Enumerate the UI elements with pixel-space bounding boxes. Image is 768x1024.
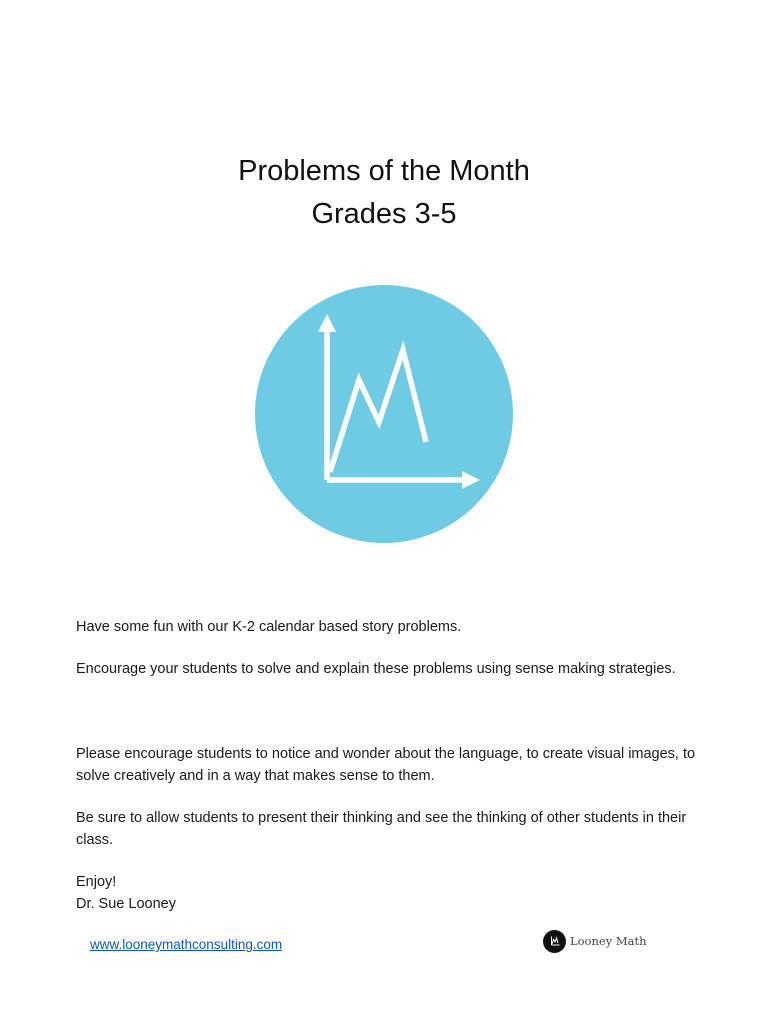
line-graph-icon	[254, 280, 514, 548]
brand-name: Looney Math	[570, 934, 647, 948]
notice-wonder-paragraph: Please encourage students to notice and wonder about the language, to create visual images, to solve creatively and in a way that makes sense to them.	[76, 746, 696, 784]
brand-mark	[543, 927, 647, 955]
signoff-author: Dr. Sue Looney	[76, 895, 176, 912]
graph-logo	[254, 280, 514, 548]
present-thinking-paragraph: Be sure to allow students to present their thinking and see the thinking of other students in their class.	[76, 810, 687, 848]
website-link[interactable]: www.looneymathconsulting.com	[90, 937, 283, 952]
signoff-greeting: Enjoy!	[76, 874, 117, 890]
title-line-1: Problems of the Month	[238, 155, 530, 187]
intro-paragraph: Have some fun with our K-2 calendar based story problems.	[76, 619, 462, 635]
brand-logo-icon	[543, 930, 566, 953]
page-title	[0, 150, 768, 236]
signoff	[76, 872, 696, 915]
encourage-paragraph: Encourage your students to solve and explain these problems using sense making strategies.	[76, 661, 676, 677]
title-line-2: Grades 3-5	[311, 198, 457, 230]
